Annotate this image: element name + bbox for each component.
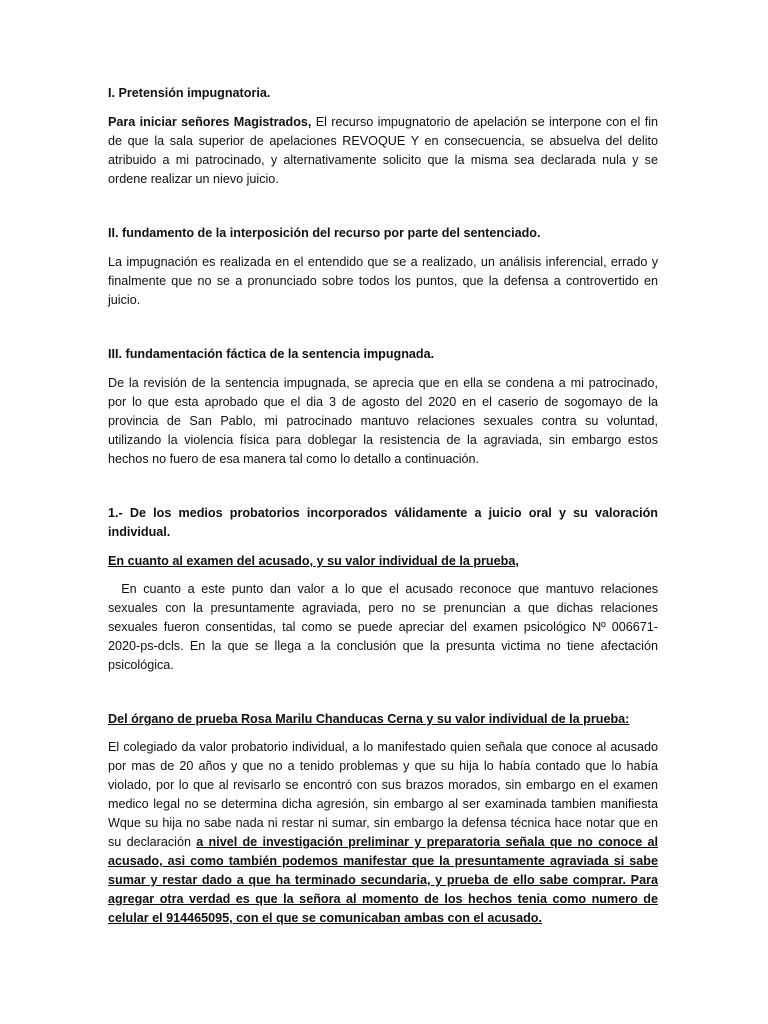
document-page [108, 84, 662, 928]
section-1-heading: I. Pretensión impugnatoria. [108, 86, 271, 100]
subsection-witness-heading: Del órgano de prueba Rosa Marilu Chanducas Cerna y su valor individual de la prueba: [108, 712, 630, 726]
subsection-accused-paragraph: En cuanto a este punto dan valor a lo que el acusado reconoce que mantuvo relaciones sexuales con la presuntamente agraviada, pero no se prenuncian a que dichas relaciones sexuales fueron consentidas, tal como se puede apreciar del examen psicológico Nº 006671-2020-ps-dcls. En la que se llega a la conclusión que la presunta victima no tiene afectación psicológica. [108, 582, 662, 672]
witness-body-emphasis: a nivel de investigación preliminar y preparatoria señala que no conoce al acusado, asi como también podemos manifestar que la presuntamente agraviada si sabe sumar y restar dado a que ha terminado secundaria, y prueba de ello sabe comprar. Para agregar otra verdad es que la señora al momento de los hechos tenia como numero de celular el 914465095, con el que se comunicaban ambas con el acusado. [108, 835, 658, 925]
section-1-body: El recurso impugnatorio de apelación se interpone con el fin de que la sala superior de apelaciones REVOQUE Y en consecuencia, se absuelva del delito atribuido a mi patrocinado, y alternativamente solicito que la misma sea declarada nula y se ordene realizar un nievo juicio. [108, 115, 658, 186]
section-3-paragraph: De la revisión de la sentencia impugnada, se aprecia que en ella se condena a mi patrocinado, por lo que esta aprobado que el dia 3 de agosto del 2020 en el caserio de sogomayo de la provincia de San Pablo, mi patrocinado mantuvo relaciones sexuales contra su voluntad, utilizando la violencia física para doblegar la resistencia de la agraviada, sin embargo estos hechos no fuero de esa manera tal como lo detallo a continuación. [108, 376, 658, 466]
subsection-accused-heading: En cuanto al examen del acusado, y su valor individual de la prueba, [108, 554, 519, 568]
section-1-paragraph [108, 113, 658, 189]
section-2-heading: II. fundamento de la interposición del recurso por parte del sentenciado. [108, 226, 541, 240]
section-3-heading: III. fundamentación fáctica de la sentencia impugnada. [108, 347, 435, 361]
witness-body-plain: El colegiado da valor probatorio individual, a lo manifestado quien señala que conoce al acusado por mas de 20 años y que no a tenido problemas y que su hija lo había contado que lo había violado, por lo que al revisarlo se encontró con sus brazos morados, sin embargo en el examen medico legal no se determina dicha agresión, sin embargo al ser examinada tambien manifiesta Wque su hija no sabe nada ni restar ni sumar, sin embargo la defensa técnica hace notar que en su declaración [108, 740, 658, 849]
section-2-paragraph: La impugnación es realizada en el entendido que se a realizado, un análisis inferencial, errado y finalmente que no se a pronunciado sobre todos los puntos, que la defensa a controvertido en juicio. [108, 255, 658, 307]
section-1-lead: Para iniciar señores Magistrados, [108, 115, 312, 129]
section-4-heading: 1.- De los medios probatorios incorporados válidamente a juicio oral y su valoración individual. [108, 506, 658, 539]
subsection-witness-paragraph [108, 738, 658, 928]
